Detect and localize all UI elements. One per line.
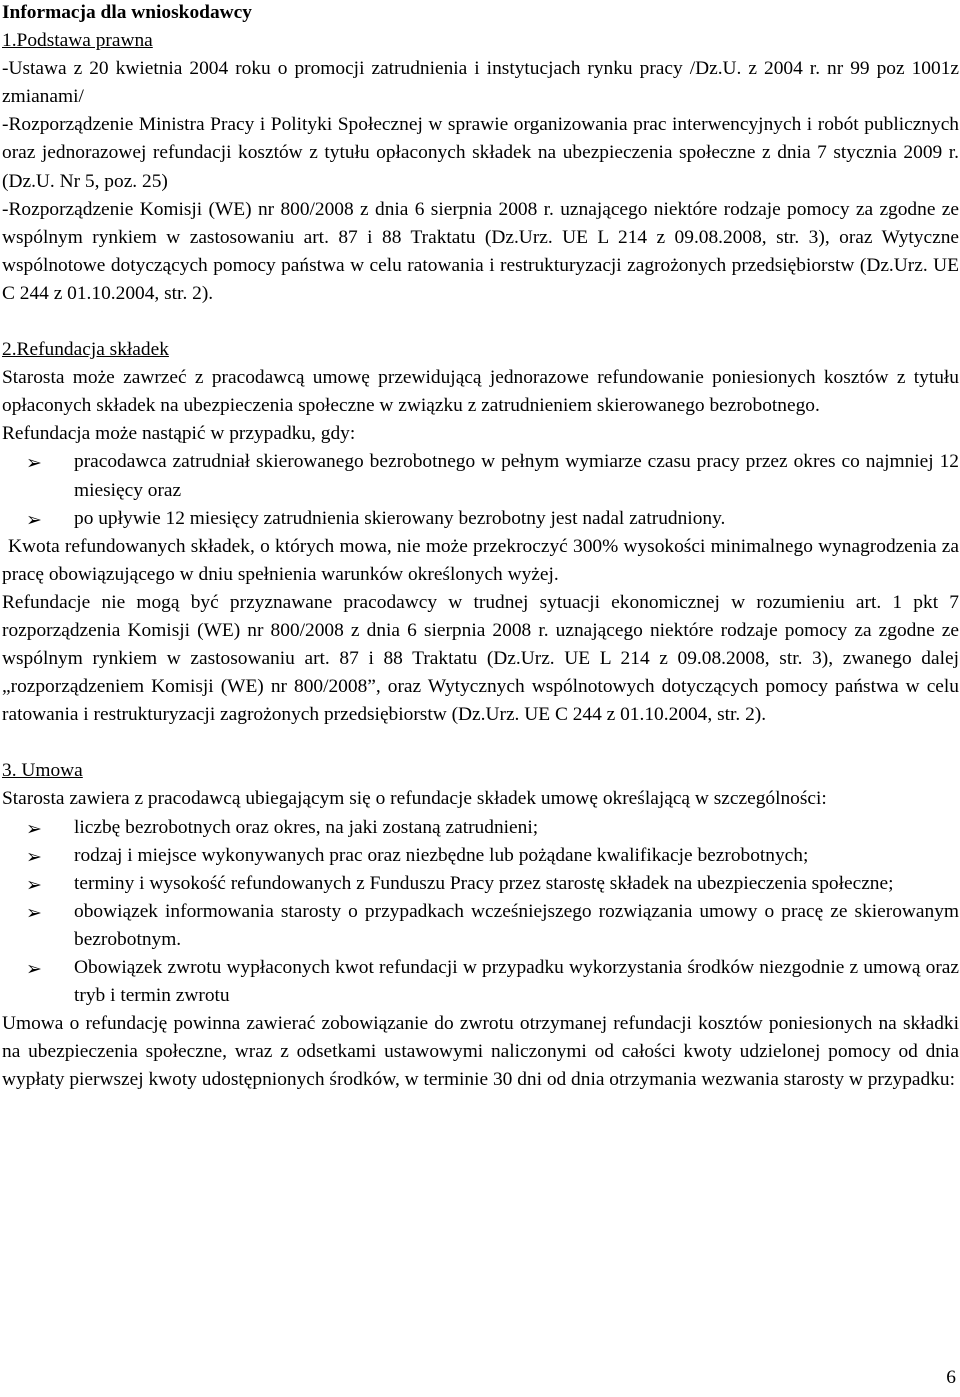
spacer — [2, 729, 959, 757]
refund-intro: Starosta może zawrzeć z pracodawcą umowę przewidującą jednorazowe refundowanie poniesionych kosztów z tytułu opłaconych składek na ubezpieczenia społeczne w związku z zatrudnieniem skierowanego bezrobotnego. — [2, 367, 959, 417]
arrow-bullet-icon: ➢ — [26, 508, 42, 531]
section-3-title: 3. Umowa — [2, 760, 83, 782]
refund-amount: Kwota refundowanych składek, o których mowa, nie może przekroczyć 300% wysokości minimalnego wynagrodzenia za pracę obowiązującego w dniu spełnienia warunków określonych wyżej. — [2, 535, 959, 585]
agreement-intro: Starosta zawiera z pracodawcą ubiegającym się o refundacje składek umowę określającą w szczególności: — [2, 788, 827, 810]
page-number: 6 — [946, 1367, 956, 1388]
list-item: ➢ liczbę bezrobotnych oraz okres, na jaki zostaną zatrudnieni; — [2, 814, 959, 842]
spacer — [2, 308, 959, 336]
arrow-bullet-icon: ➢ — [26, 901, 42, 924]
list-item: ➢ po upływie 12 miesięcy zatrudnienia skierowany bezrobotny jest nadal zatrudniony. — [2, 505, 959, 533]
refund-restriction: Refundacje nie mogą być przyznawane pracodawcy w trudnej sytuacji ekonomicznej w rozumieniu art. 1 pkt 7 rozporządzenia Komisji (WE) nr 800/2008 z dnia 6 sierpnia 2008 r. uznającego niektóre rodzaje pomocy za zgodne ze wspólnym rynkiem w zastosowaniu art. 87 i 88 Traktatu (Dz.Urz. UE L 214 z 09.08.2008, str. 3), zwanego dalej „rozporządzeniem Komisji (WE) nr 800/2008”, oraz Wytycznych wspólnotowych dotyczących pomocy państwa w celu ratowania i restrukturyzacji zagrożonych przedsiębiorstw (Dz.Urz. UE C 244 z 01.10.2004, str. 2). — [2, 591, 959, 726]
section-1-title: 1.Podstawa prawna — [2, 30, 153, 52]
arrow-bullet-icon: ➢ — [26, 958, 42, 980]
section-2-title: 2.Refundacja składek — [2, 339, 169, 361]
arrow-bullet-icon: ➢ — [26, 873, 42, 896]
document-content — [2, 0, 959, 1094]
list-item: ➢ Obowiązek zwrotu wypłaconych kwot refundacji w przypadku wykorzystania środków niezgodnie z umową oraz tryb i termin zwrotu — [26, 957, 959, 1007]
arrow-bullet-icon: ➢ — [26, 817, 42, 840]
legal-basis-ministry-regulation: -Rozporządzenie Ministra Pracy i Polityki Społecznej w sprawie organizowania prac interwencyjnych i robót publicznych oraz jednorazowej refundacji kosztów z tytułu opłaconych składek na ubezpieczenia społeczne z dnia 7 stycznia 2009 r. (Dz.U. Nr 5, poz. 25) — [2, 114, 959, 192]
arrow-bullet-icon: ➢ — [26, 452, 42, 475]
agreement-items-list — [2, 814, 959, 1011]
list-item: ➢ pracodawca zatrudniał skierowanego bezrobotnego w pełnym wymiarze czasu pracy przez okres co najmniej 12 miesięcy oraz — [26, 451, 959, 501]
list-item: ➢ rodzaj i miejsce wykonywanych prac oraz niezbędne lub pożądane kwalifikacje bezrobotnych; — [2, 842, 959, 870]
legal-basis-commission-regulation: -Rozporządzenie Komisji (WE) nr 800/2008 z dnia 6 sierpnia 2008 r. uznającego niektóre rodzaje pomocy za zgodne ze wspólnym rynkiem w zastosowaniu art. 87 i 88 Traktatu (Dz.Urz. UE L 214 z 09.08.2008, str. 3), oraz Wytyczne wspólnotowe dotyczących pomocy państwa w celu ratowania i restrukturyzacji zagrożonych przedsiębiorstw (Dz.Urz. UE C 244 z 01.10.2004, str. 2). — [2, 198, 959, 304]
agreement-closing: Umowa o refundację powinna zawierać zobowiązanie do zwrotu otrzymanej refundacji kosztów poniesionych na składki na ubezpieczenia społeczne, wraz z odsetkami ustawowymi naliczonymi od całości kwoty udzielonej pomocy od dnia wypłaty pierwszej kwoty udostępnionych środków, w terminie 30 dni od dnia otrzymania wezwania starosty w przypadku: — [2, 1013, 959, 1091]
list-item: ➢ terminy i wysokość refundowanych z Funduszu Pracy przez starostę składek na ubezpieczenia społeczne; — [2, 870, 959, 898]
list-item: ➢ obowiązek informowania starosty o przypadkach wcześniejszego rozwiązania umowy o pracę ze skierowanym bezrobotnym. — [26, 900, 959, 950]
refund-conditions-list — [2, 448, 959, 532]
document-heading: Informacja dla wnioskodawcy — [2, 2, 252, 23]
legal-basis-act: -Ustawa z 20 kwietnia 2004 roku o promocji zatrudnienia i instytucjach rynku pracy /Dz.U. z 2004 r. nr 99 poz 1001z zmianami/ — [2, 58, 959, 108]
arrow-bullet-icon: ➢ — [26, 845, 42, 868]
refund-condition-intro: Refundacja może nastąpić w przypadku, gdy: — [2, 423, 356, 445]
